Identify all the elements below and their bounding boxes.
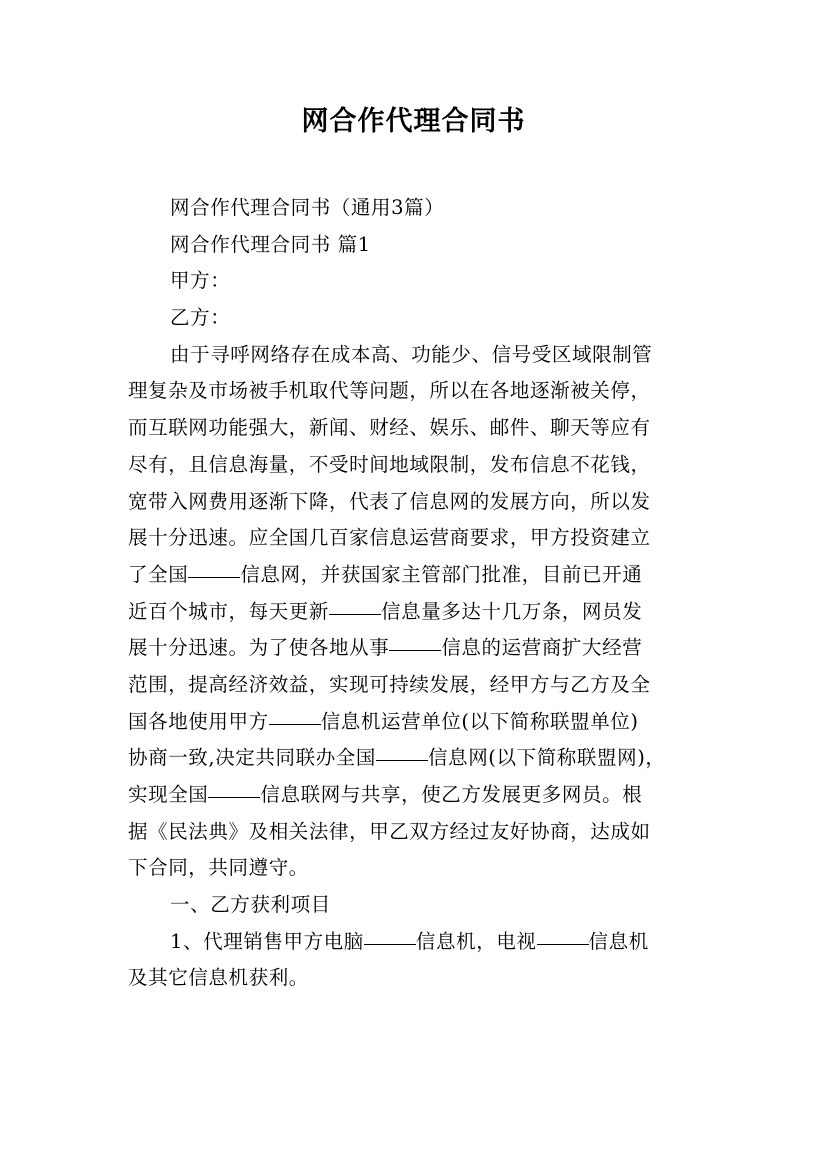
fill-in-blank (389, 649, 441, 651)
paragraph-line (128, 960, 704, 997)
paragraph-line (128, 520, 704, 557)
fill-in-blank (376, 759, 428, 761)
paragraph-line (128, 484, 704, 521)
text-segment: 协商一致,决定共同联办全国 (128, 746, 376, 770)
text-segment: 1、代理销售甲方电脑 (170, 929, 364, 953)
paragraph-line (128, 704, 704, 741)
paragraph-line (128, 814, 704, 851)
text-segment: 国各地使用甲方 (128, 709, 269, 733)
paragraph-line (128, 740, 704, 777)
fill-in-blank (537, 943, 589, 945)
text-segment: 网合作代理合同书（通用3篇） (170, 196, 445, 219)
text-segment: 展十分迅速。应全国几百家信息运营商要求，甲方投资建立 (128, 526, 651, 550)
text-segment: 了全国 (128, 562, 189, 586)
fill-in-blank (208, 796, 260, 798)
text-segment: 信息机 (588, 929, 649, 953)
fill-in-blank (329, 613, 381, 615)
text-segment: 由于寻呼网络存在成本高、功能少、信号受区域限制管 (170, 342, 653, 366)
paragraph-line (128, 850, 704, 887)
paragraph-line (128, 447, 704, 484)
text-segment: 实现全国 (128, 783, 209, 806)
text-segment: 信息网，并获国家主管部门批准，目前已开通 (240, 562, 643, 586)
text-segment: 下合同，共同遵守。 (128, 856, 309, 880)
paragraph-line (128, 924, 704, 961)
paragraph-line (128, 263, 704, 300)
text-segment: 信息网(以下简称联盟网)， (428, 746, 666, 770)
paragraph-line (128, 337, 704, 374)
paragraph-line (128, 410, 704, 447)
paragraph-line (128, 373, 704, 410)
fill-in-blank (269, 723, 321, 725)
fill-in-blank (188, 576, 240, 578)
paragraph-line (128, 300, 704, 337)
text-segment: 范围，提高经济效益，实现可持续发展，经甲方与乙方及全 (128, 672, 651, 696)
paragraph-line (128, 190, 704, 227)
paragraph-line (128, 777, 704, 814)
text-segment: 宽带入网费用逐渐下降，代表了信息网的发展方向，所以发 (128, 489, 651, 513)
text-segment: 信息机，电视 (415, 929, 537, 953)
document-title: 网合作代理合同书 (301, 106, 526, 137)
text-segment: 而互联网功能强大，新闻、财经、娱乐、邮件、聊天等应有 (128, 416, 651, 440)
text-segment: 信息量多达十几万条，网员发 (381, 599, 643, 623)
paragraph-line (128, 667, 704, 704)
paragraph-line (128, 630, 704, 667)
text-segment: 乙方： (170, 306, 231, 330)
document-body (128, 190, 704, 997)
text-segment: 甲方： (170, 269, 231, 293)
paragraph-line (128, 227, 704, 264)
text-segment: 一、乙方获利项目 (170, 893, 331, 917)
text-segment: 及其它信息机获利。 (128, 966, 309, 990)
text-segment: 信息联网与共享，使乙方发展更多网员。根 (260, 783, 643, 806)
paragraph-line (128, 557, 704, 594)
text-segment: 据《民法典》及相关法律，甲乙双方经过友好协商，达成如 (128, 819, 651, 843)
text-segment: 展十分迅速。为了使各地从事 (128, 636, 390, 660)
text-segment: 尽有，且信息海量，不受时间地域限制，发布信息不花钱， (128, 452, 651, 476)
paragraph-line (128, 594, 704, 631)
paragraph-line (128, 887, 704, 924)
text-segment: 信息的运营商扩大经营 (441, 636, 643, 660)
text-segment: 网合作代理合同书 篇1 (170, 232, 371, 256)
text-segment: 近百个城市，每天更新 (128, 599, 330, 623)
fill-in-blank (364, 943, 416, 945)
text-segment: 信息机运营单位(以下简称联盟单位) (320, 709, 639, 733)
text-segment: 理复杂及市场被手机取代等问题，所以在各地逐渐被关停， (128, 379, 651, 403)
